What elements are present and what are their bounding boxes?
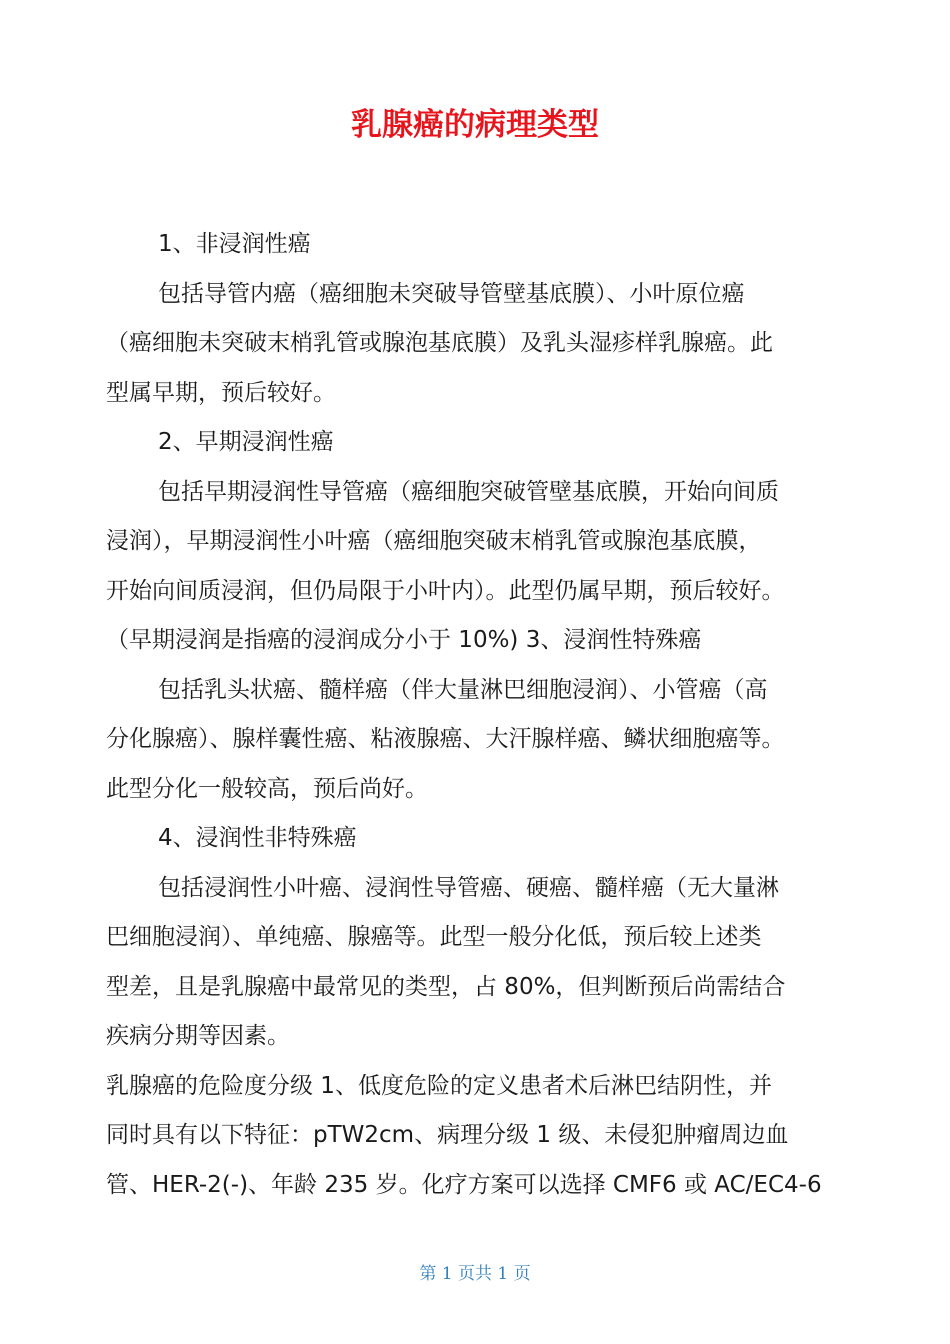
document-title: 乳腺癌的病理类型 bbox=[351, 107, 599, 143]
paragraph-line: 分化腺癌）、腺样囊性癌、粘液腺癌、大汗腺样癌、鳞状细胞癌等。 bbox=[106, 726, 785, 752]
page-footer: 第 1 页共 1 页 bbox=[419, 1264, 531, 1284]
paragraph-line: 疾病分期等因素。 bbox=[106, 1023, 290, 1049]
paragraph-line: （癌细胞未突破末梢乳管或腺泡基底膜）及乳头湿疹样乳腺癌。此 bbox=[106, 330, 773, 356]
document-body bbox=[106, 220, 846, 1210]
paragraph-line: 包括早期浸润性导管癌（癌细胞突破管壁基底膜，开始向间质 bbox=[158, 478, 779, 505]
paragraph-line: 同时具有以下特征：pTW2cm、病理分级 1 级、未侵犯肿瘤周边血 bbox=[106, 1122, 789, 1148]
paragraph-line: 管、HER-2(-)、年龄 235 岁。化疗方案可以选择 CMF6 或 AC/EC4-6 bbox=[106, 1171, 822, 1198]
paragraph-line: 1、非浸润性癌 bbox=[158, 231, 311, 257]
paragraph-line: 2、早期浸润性癌 bbox=[158, 429, 334, 455]
paragraph-line: 包括导管内癌（癌细胞未突破导管壁基底膜）、小叶原位癌 bbox=[158, 280, 745, 307]
paragraph-line: 包括浸润性小叶癌、浸润性导管癌、硬癌、髓样癌（无大量淋 bbox=[158, 874, 779, 901]
paragraph-line: 型差，且是乳腺癌中最常见的类型，占 80%，但判断预后尚需结合 bbox=[106, 973, 786, 1000]
paragraph-line: （早期浸润是指癌的浸润成分小于 10%) 3、浸润性特殊癌 bbox=[106, 627, 702, 653]
paragraph-line: 包括乳头状癌、髓样癌（伴大量淋巴细胞浸润）、小管癌（高 bbox=[158, 676, 768, 703]
paragraph-line: 此型分化一般较高，预后尚好。 bbox=[106, 775, 428, 802]
paragraph-line: 浸润），早期浸润性小叶癌（癌细胞突破末梢乳管或腺泡基底膜， bbox=[106, 528, 762, 554]
paragraph-line: 乳腺癌的危险度分级 1、低度危险的定义患者术后淋巴结阴性，并 bbox=[106, 1072, 772, 1099]
paragraph-line: 型属早期，预后较好。 bbox=[106, 379, 336, 406]
paragraph-line: 开始向间质浸润，但仍局限于小叶内）。此型仍属早期，预后较好。 bbox=[106, 577, 785, 604]
paragraph-line: 4、浸润性非特殊癌 bbox=[158, 825, 357, 851]
paragraph-line: 巴细胞浸润）、单纯癌、腺癌等。此型一般分化低，预后较上述类 bbox=[106, 924, 762, 950]
